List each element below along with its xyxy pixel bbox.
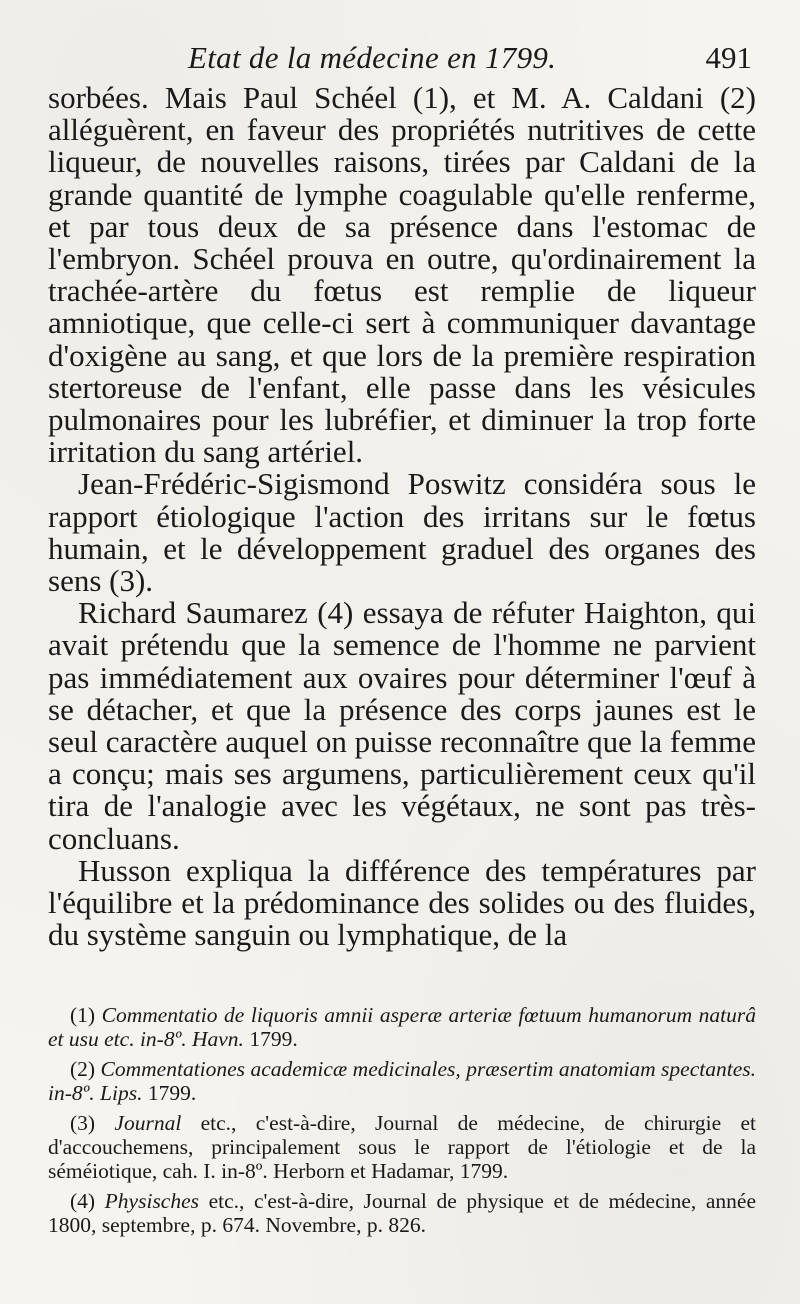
body-text [48, 82, 756, 951]
footnote-text: 1799. [142, 1081, 197, 1106]
paragraph: sorbées. Mais Paul Schéel (1), et M. A. Caldani (2) alléguèrent, en faveur des propriétés nutritives de cette liqueur, de nouvelles raisons, tirées par Caldani de la grande quantité de lymphe coagulable qu'elle renferme, et par tous deux de sa présence dans l'estomac de l'embryon. Schéel prouva en outre, qu'ordinairement la trachée-artère du fœtus est remplie de liqueur amniotique, que celle-ci sert à communiquer davantage d'oxigène au sang, et que lors de la première respiration stertoreuse de l'enfant, elle passe dans les vésicules pulmonaires pour les lubréfier, et diminuer la trop forte irritation du sang artériel. [48, 80, 756, 470]
footnote [48, 1057, 756, 1105]
footnote [48, 1111, 756, 1183]
footnote [48, 1003, 756, 1051]
footnote-marker: (3) [70, 1111, 96, 1136]
running-head [48, 38, 756, 82]
paragraph: Husson expliqua la différence des températures par l'équilibre et la prédominance des solides ou des fluides, du système sanguin ou lymphatique, de la [48, 852, 756, 953]
footnote-text: etc., c'est-à-dire, Journal de physique et de médecine, année 1800, septembre, p. 674. Novembre, p. 826. [48, 1189, 757, 1238]
footnote [48, 1189, 756, 1237]
footnotes [48, 1003, 756, 1237]
footnote-title: Physisches [104, 1189, 200, 1214]
running-title: Etat de la médecine en 1799. [188, 40, 557, 75]
paragraph: Richard Saumarez (4) essaya de réfuter Haighton, qui avait prétendu que la semence de l'homme ne parvient pas immédiatement aux ovaires pour déterminer l'œuf à se détacher, et que la présence des corps jaunes est le seul caractère auquel on puisse reconnaître que la femme a conçu; mais ses argumens, particulièrement ceux qu'il tira de l'analogie avec les végétaux, ne sont pas très-concluans. [48, 595, 756, 856]
page-number: 491 [705, 40, 752, 75]
paragraph: Jean-Frédéric-Sigismond Poswitz considéra sous le rapport étiologique l'action des irritans sur le fœtus humain, et le développement graduel des organes des sens (3). [48, 466, 756, 599]
footnote-marker: (1) [70, 1003, 96, 1028]
footnote-title: Journal [114, 1111, 182, 1136]
footnote-marker: (2) [70, 1057, 96, 1082]
footnote-text: etc., c'est-à-dire, Journal de médecine, de chirurgie et d'accouchemens, principalement sous le rapport de l'étiologie et de la séméiotique, cah. I. in-8º. Herborn et Hadamar, 1799. [48, 1111, 757, 1184]
footnote-title: Commentationes academicæ medicinales, præsertim anatomiam spectantes. in-8º. Lips. [48, 1057, 756, 1106]
footnote-text: 1799. [243, 1027, 298, 1052]
footnote-marker: (4) [70, 1189, 96, 1214]
footnote-title: Commentatio de liquoris amnii asperæ arteriæ fœtuum humanorum naturâ et usu etc. in-8º. Havn. [48, 1003, 756, 1052]
